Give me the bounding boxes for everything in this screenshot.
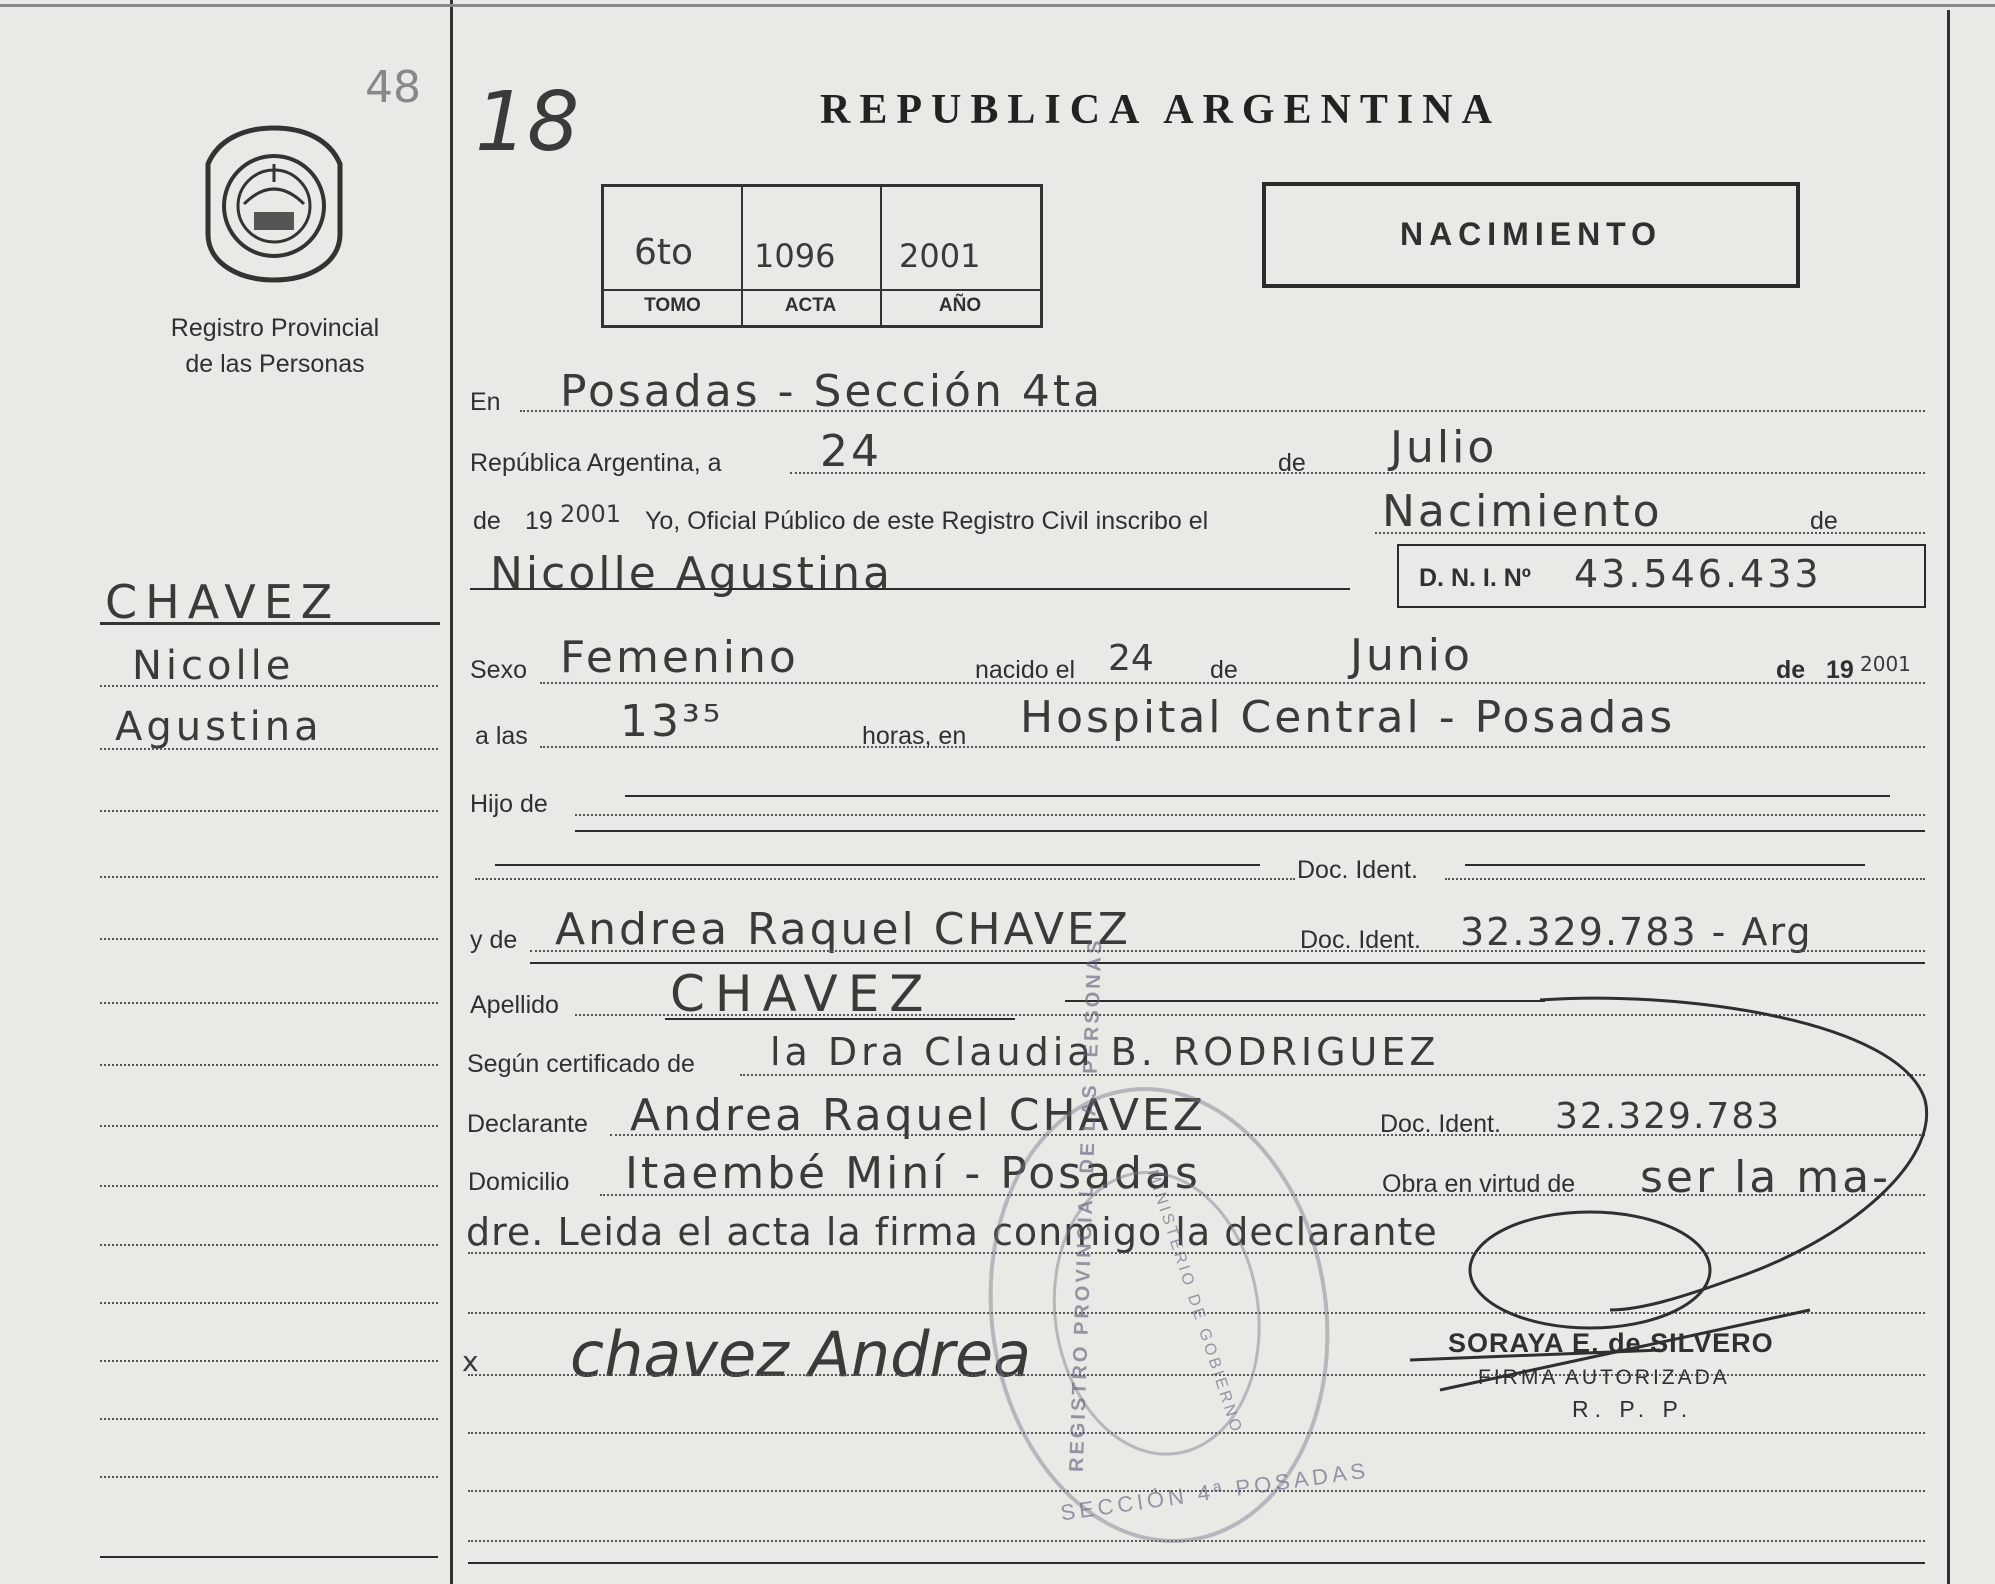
margin-line xyxy=(100,1002,438,1004)
birth-day: 24 xyxy=(1108,638,1154,679)
margin-first-name: Nicolle xyxy=(132,643,295,689)
year-prefix: 19 xyxy=(525,507,553,535)
top-mark: 18 xyxy=(475,75,580,170)
official-title: FIRMA AUTORIZADA xyxy=(1478,1366,1730,1389)
horas-label: horas, en xyxy=(862,722,967,750)
time-value: 13³⁵ xyxy=(620,696,724,747)
dni-value: 43.546.433 xyxy=(1574,552,1822,596)
signature: chavez Andrea xyxy=(570,1318,1032,1391)
month-value: Julio xyxy=(1390,422,1498,473)
registry-name-line1: Registro Provincial xyxy=(170,314,380,342)
birth-year-prefix: 19 xyxy=(1826,656,1854,684)
margin-line xyxy=(100,1302,438,1304)
tomo-label: TOMO xyxy=(644,295,701,316)
obra-label: Obra en virtud de xyxy=(1382,1170,1576,1198)
yde-label: y de xyxy=(470,926,518,954)
tomo-value: 6to xyxy=(634,232,694,273)
declarante-label: Declarante xyxy=(467,1110,588,1138)
apellido-value: CHAVEZ xyxy=(670,965,934,1023)
margin-line xyxy=(100,1244,438,1246)
de2-label: de xyxy=(1210,656,1238,684)
margin-line xyxy=(100,1418,438,1420)
place-value: Hospital Central - Posadas xyxy=(1020,692,1676,743)
margin-line xyxy=(100,1476,438,1478)
ano-label: AÑO xyxy=(938,295,982,316)
domicilio-value: Itaembé Miní - Posadas xyxy=(625,1148,1201,1199)
stamp-outer-text: REGISTRO PROVINCIAL DE LAS PERSONAS xyxy=(1065,937,1107,1473)
ano-value: 2001 xyxy=(899,237,981,275)
nacido-label: nacido el xyxy=(975,656,1076,684)
signature-mark: x xyxy=(462,1345,479,1378)
margin-surname: CHAVEZ xyxy=(105,575,341,629)
declarante-value: Andrea Raquel CHAVEZ xyxy=(630,1090,1206,1141)
father-doc-label: Doc. Ident. xyxy=(1297,856,1418,884)
inscribe-value: Nacimiento xyxy=(1382,486,1663,537)
sexo-value: Femenino xyxy=(560,632,799,683)
de-year-label: de xyxy=(473,507,501,535)
mother-name: Andrea Raquel CHAVEZ xyxy=(555,904,1131,955)
country-title: REPUBLICA ARGENTINA xyxy=(820,87,1501,133)
margin-second-name: Agustina xyxy=(115,704,323,750)
en-value: Posadas - Sección 4ta xyxy=(560,366,1104,417)
republica-label: República Argentina, a xyxy=(470,449,722,477)
provincial-seal-icon xyxy=(200,124,348,284)
birth-month: Junio xyxy=(1350,630,1473,681)
margin-line xyxy=(100,1360,438,1362)
official-office: R. P. P. xyxy=(1572,1396,1694,1422)
left-column-divider xyxy=(450,0,453,1584)
birth-year: 2001 xyxy=(1860,652,1911,676)
mother-doc-label: Doc. Ident. xyxy=(1300,926,1421,954)
record-number-box xyxy=(601,184,1043,328)
top-edge xyxy=(0,4,1995,7)
de-after-label: de xyxy=(1810,507,1838,535)
margin-line xyxy=(100,938,438,940)
day-value: 24 xyxy=(820,426,882,477)
registry-name-line2: de las Personas xyxy=(185,350,365,378)
stamp-bottom-text: SECCIÓN 4ª POSADAS xyxy=(1058,1457,1371,1526)
certificado-value: la Dra Claudia B. RODRIGUEZ xyxy=(770,1030,1440,1074)
margin-line xyxy=(100,1185,438,1187)
margin-line xyxy=(100,685,438,687)
a-las-label: a las xyxy=(475,722,528,750)
mother-doc-value: 32.329.783 - Arg xyxy=(1460,910,1813,954)
declarante-doc-label: Doc. Ident. xyxy=(1380,1110,1501,1138)
de-label: de xyxy=(1278,449,1306,477)
right-border xyxy=(1947,10,1950,1584)
domicilio-label: Domicilio xyxy=(468,1168,570,1196)
segun-label: Según certificado de xyxy=(467,1050,695,1078)
en-label: En xyxy=(470,388,501,416)
obra-value: ser la ma- xyxy=(1640,1152,1891,1203)
margin-line xyxy=(100,748,438,750)
dni-label: D. N. I. Nº xyxy=(1419,564,1531,592)
official-signature-icon xyxy=(1380,980,1940,1400)
stamp-inner-text: MINISTERIO DE GOBIERNO xyxy=(1143,1167,1246,1437)
declarante-doc-value: 32.329.783 xyxy=(1555,1096,1782,1137)
continuation-text: dre. Leida el acta la firma conmigo la declarante xyxy=(466,1210,1438,1254)
acta-label: ACTA xyxy=(784,295,837,316)
child-name: Nicolle Agustina xyxy=(490,548,893,599)
dni-box xyxy=(1397,544,1926,608)
de3-label: de xyxy=(1776,656,1806,684)
yo-text: Yo, Oficial Público de este Registro Civil inscribo el xyxy=(645,507,1209,535)
sexo-label: Sexo xyxy=(470,656,527,684)
hijo-label: Hijo de xyxy=(470,790,548,818)
margin-line xyxy=(100,810,438,812)
record-type-label: NACIMIENTO xyxy=(1399,216,1663,252)
margin-line xyxy=(100,1125,438,1127)
record-type-box xyxy=(1262,182,1800,288)
apellido-label: Apellido xyxy=(470,991,559,1019)
year-value: 2001 xyxy=(560,500,622,528)
official-name: SORAYA E. de SILVERO xyxy=(1448,1328,1774,1358)
margin-line xyxy=(100,876,438,878)
margin-line xyxy=(100,1064,438,1066)
acta-value: 1096 xyxy=(754,237,836,275)
page-number: 48 xyxy=(365,62,421,113)
